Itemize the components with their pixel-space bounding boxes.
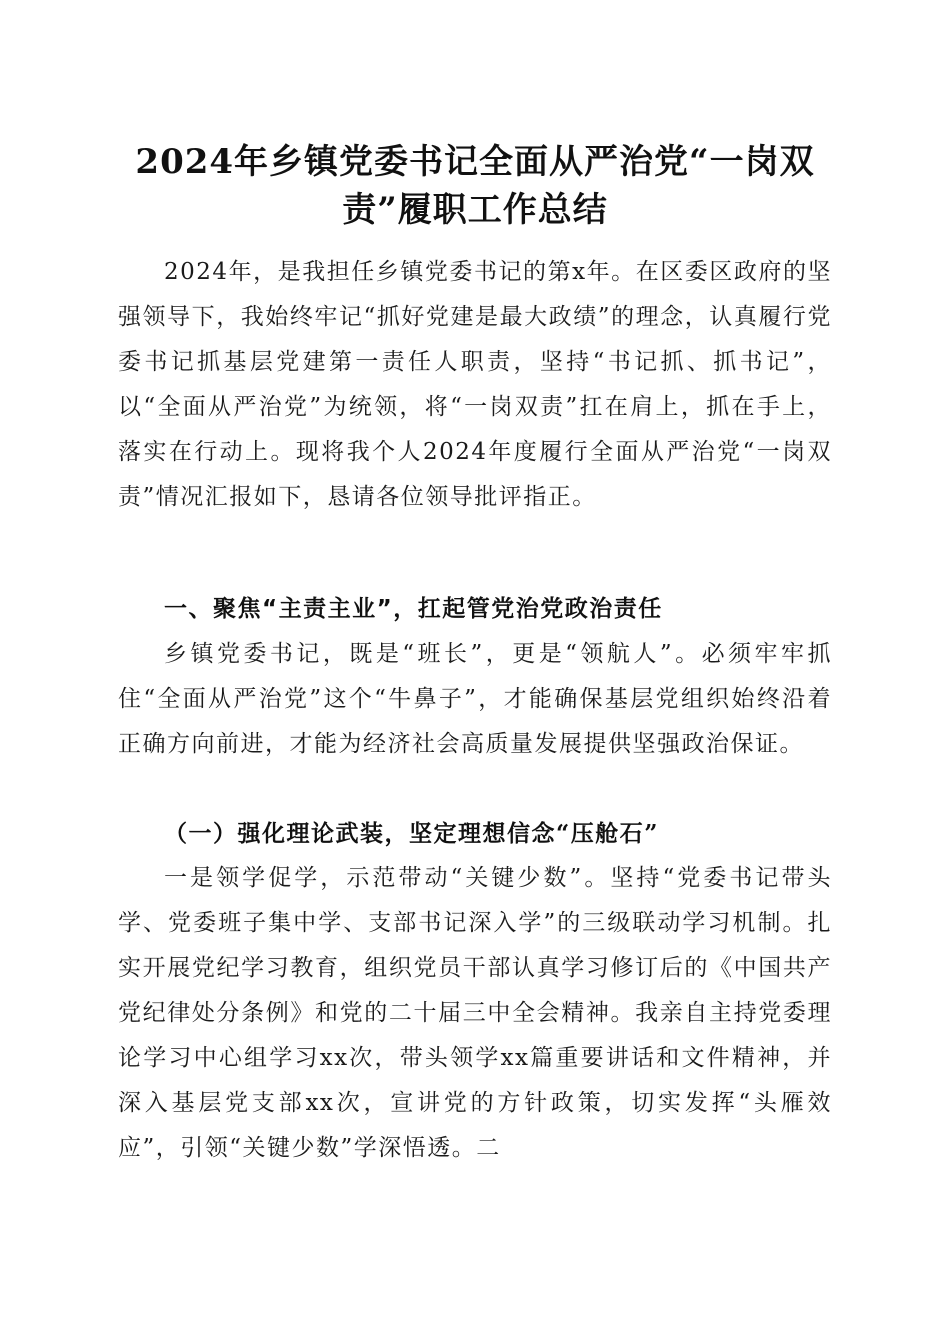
intro-paragraph: 2024年，是我担任乡镇党委书记的第x年。在区委区政府的坚强领导下，我始终牢记“抓好党建是最大政绩”的理念，认真履行党委书记抓基层党建第一责任人职责，坚持“书记抓、抓书记”，以“全面从严治党”为统领，将“一岗双责”扛在肩上，抓在手上，落实在行动上。现将我个人2024年度履行全面从严治党“一岗双责”情况汇报如下，恳请各位领导批评指正。 (118, 259, 832, 510)
section-1-intro-paragraph: 乡镇党委书记，既是“班长”，更是“领航人”。必须牢牢抓住“全面从严治党”这个“牛鼻子”，才能确保基层党组织始终沿着正确方向前进，才能为经济社会高质量发展提供坚强政治保证。 (118, 641, 832, 757)
subsection-1-paragraph: 一是领学促学，示范带动“关键少数”。坚持“党委书记带头学、党委班子集中学、支部书记深入学”的三级联动学习机制。扎实开展党纪学习教育，组织党员干部认真学习修订后的《中国共产党纪律处分条例》和党的二十届三中全会精神。我亲自主持党委理论学习中心组学习xx次，带头领学xx篇重要讲话和文件精神，并深入基层党支部xx次，宣讲党的方针政策，切实发挥“头雁效应”，引领“关键少数”学深悟透。二 (118, 865, 832, 1161)
section-1-heading: 一、聚焦“主责主业”，扛起管党治党政治责任 (164, 596, 663, 622)
document-title: 2024年乡镇党委书记全面从严治党“一岗双责”履职工作总结 (135, 142, 815, 230)
subsection-1-heading: （一）强化理论武装，坚定理想信念“压舱石” (164, 820, 659, 847)
